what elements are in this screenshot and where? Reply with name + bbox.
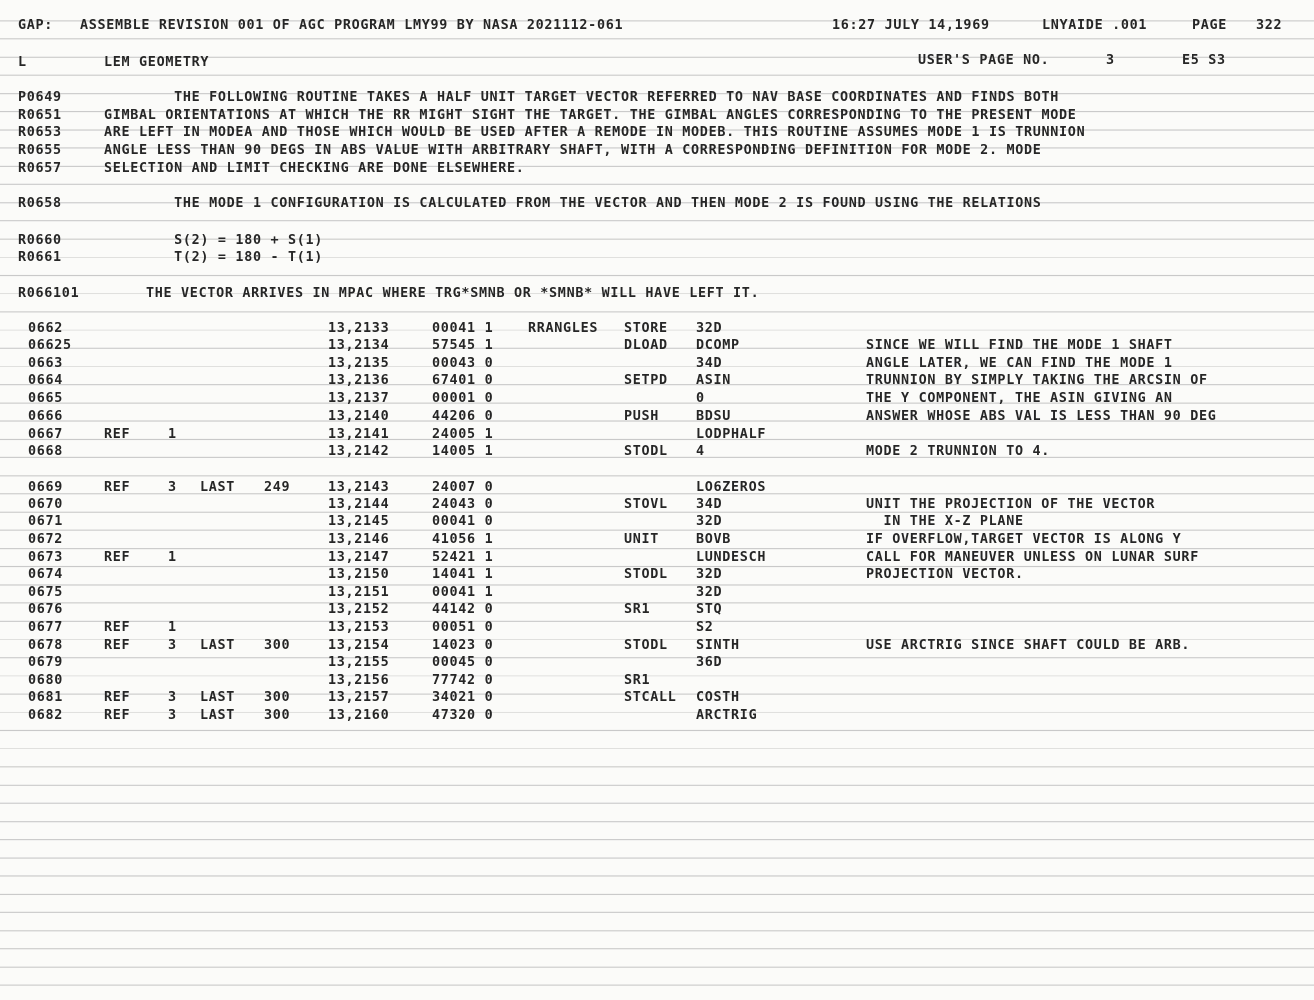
octal-word: 24005 1 xyxy=(432,427,494,442)
line-seq: 0668 xyxy=(28,444,64,459)
line-seq: 0674 xyxy=(28,567,64,582)
location: 13,2146 xyxy=(328,532,390,547)
line-seq: 0666 xyxy=(28,409,64,424)
line-seq: 0665 xyxy=(28,391,64,406)
users-page-number: 3 xyxy=(1106,53,1115,68)
remark-text: THE FOLLOWING ROUTINE TAKES A HALF UNIT TARGET VECTOR REFERRED TO NAV BASE COORDINATES AND FINDS BOTH xyxy=(104,90,1060,105)
line-seq: 0676 xyxy=(28,602,64,617)
line-seq: 0663 xyxy=(28,356,64,371)
location: 13,2137 xyxy=(328,391,390,406)
operand: 36D xyxy=(696,655,723,670)
opcode: SETPD xyxy=(624,373,668,388)
line-seq: 0670 xyxy=(28,497,64,512)
octal-word: 14005 1 xyxy=(432,444,494,459)
line-seq: 0675 xyxy=(28,585,64,600)
location: 13,2140 xyxy=(328,409,390,424)
remark-seq: R066101 xyxy=(18,286,80,301)
location: 13,2154 xyxy=(328,638,390,653)
operand: BOVB xyxy=(696,532,732,547)
ref-count: 3 xyxy=(168,708,177,723)
line-seq: 0679 xyxy=(28,655,64,670)
line-seq: 0673 xyxy=(28,550,64,565)
ref-marker: REF xyxy=(104,620,131,635)
remark-seq: P0649 xyxy=(18,90,62,105)
location: 13,2157 xyxy=(328,690,390,705)
operand: S2 xyxy=(696,620,714,635)
assembly-title: ASSEMBLE REVISION 001 OF AGC PROGRAM LMY99 BY NASA 2021112-061 xyxy=(80,18,624,33)
octal-word: 14041 1 xyxy=(432,567,494,582)
last-page: 300 xyxy=(264,638,291,653)
ref-count: 3 xyxy=(168,480,177,495)
comment: MODE 2 TRUNNION TO 4. xyxy=(866,444,1050,459)
page-label: PAGE xyxy=(1192,18,1228,33)
ref-marker: REF xyxy=(104,638,131,653)
opcode: SR1 xyxy=(624,602,651,617)
last-marker: LAST xyxy=(200,638,236,653)
comment: CALL FOR MANEUVER UNLESS ON LUNAR SURF xyxy=(866,550,1199,565)
location: 13,2147 xyxy=(328,550,390,565)
octal-word: 24043 0 xyxy=(432,497,494,512)
last-page: 300 xyxy=(264,690,291,705)
octal-word: 24007 0 xyxy=(432,480,494,495)
remark-text: THE VECTOR ARRIVES IN MPAC WHERE TRG*SMNB OR *SMNB* WILL HAVE LEFT IT. xyxy=(146,286,760,301)
gap-label: GAP: xyxy=(18,18,54,33)
line-seq: 06625 xyxy=(28,338,72,353)
ref-count: 3 xyxy=(168,690,177,705)
octal-word: 00051 0 xyxy=(432,620,494,635)
timestamp: 16:27 JULY 14,1969 xyxy=(832,18,990,33)
opcode: SR1 xyxy=(624,673,651,688)
program-tag: LNYAIDE .001 xyxy=(1042,18,1148,33)
location: 13,2153 xyxy=(328,620,390,635)
location: 13,2141 xyxy=(328,427,390,442)
ref-marker: REF xyxy=(104,427,131,442)
operand: LO6ZEROS xyxy=(696,480,767,495)
line-seq: 0681 xyxy=(28,690,64,705)
remark-seq: R0657 xyxy=(18,161,62,176)
octal-word: 47320 0 xyxy=(432,708,494,723)
location: 13,2160 xyxy=(328,708,390,723)
opcode: STOVL xyxy=(624,497,668,512)
last-page: 249 xyxy=(264,480,291,495)
operand: 32D xyxy=(696,321,723,336)
comment: IN THE X-Z PLANE xyxy=(866,514,1024,529)
operand: 32D xyxy=(696,514,723,529)
last-marker: LAST xyxy=(200,480,236,495)
section-title: LEM GEOMETRY xyxy=(104,55,210,70)
location: 13,2133 xyxy=(328,321,390,336)
remark-text: GIMBAL ORIENTATIONS AT WHICH THE RR MIGHT SIGHT THE TARGET. THE GIMBAL ANGLES CORRESPONDING TO THE PRESENT MODE xyxy=(104,108,1077,123)
opcode: STODL xyxy=(624,638,668,653)
line-seq: 0678 xyxy=(28,638,64,653)
operand: 34D xyxy=(696,497,723,512)
remark-seq: R0653 xyxy=(18,125,62,140)
octal-word: 00041 0 xyxy=(432,514,494,529)
location: 13,2142 xyxy=(328,444,390,459)
octal-word: 00041 1 xyxy=(432,321,494,336)
octal-word: 77742 0 xyxy=(432,673,494,688)
octal-word: 41056 1 xyxy=(432,532,494,547)
comment: PROJECTION VECTOR. xyxy=(866,567,1024,582)
remark-text: ANGLE LESS THAN 90 DEGS IN ABS VALUE WITH ARBITRARY SHAFT, WITH A CORRESPONDING DEFINITION FOR MODE 2. MODE xyxy=(104,143,1042,158)
location: 13,2136 xyxy=(328,373,390,388)
location: 13,2152 xyxy=(328,602,390,617)
operand: LODPHALF xyxy=(696,427,767,442)
remark-seq: R0658 xyxy=(18,196,62,211)
location: 13,2150 xyxy=(328,567,390,582)
remark-seq: R0655 xyxy=(18,143,62,158)
comment: IF OVERFLOW,TARGET VECTOR IS ALONG Y xyxy=(866,532,1182,547)
line-seq: 0672 xyxy=(28,532,64,547)
opcode: STODL xyxy=(624,444,668,459)
comment: UNIT THE PROJECTION OF THE VECTOR xyxy=(866,497,1156,512)
comment: THE Y COMPONENT, THE ASIN GIVING AN xyxy=(866,391,1173,406)
remark-text: ARE LEFT IN MODEA AND THOSE WHICH WOULD BE USED AFTER A REMODE IN MODEB. THIS ROUTINE ASSUMES MODE 1 IS TRUNNION xyxy=(104,125,1086,140)
octal-word: 14023 0 xyxy=(432,638,494,653)
operand: LUNDESCH xyxy=(696,550,767,565)
users-page-label: USER'S PAGE NO. xyxy=(918,53,1050,68)
location: 13,2155 xyxy=(328,655,390,670)
opcode: STCALL xyxy=(624,690,677,705)
ref-count: 1 xyxy=(168,550,177,565)
symbol-label: RRANGLES xyxy=(528,321,599,336)
remark-seq: R0651 xyxy=(18,108,62,123)
ref-marker: REF xyxy=(104,690,131,705)
comment: TRUNNION BY SIMPLY TAKING THE ARCSIN OF xyxy=(866,373,1208,388)
location: 13,2145 xyxy=(328,514,390,529)
location: 13,2156 xyxy=(328,673,390,688)
operand: DCOMP xyxy=(696,338,740,353)
line-seq: 0669 xyxy=(28,480,64,495)
remark-seq: R0661 xyxy=(18,250,62,265)
line-seq: 0682 xyxy=(28,708,64,723)
section-code: E5 S3 xyxy=(1182,53,1226,68)
octal-word: 00001 0 xyxy=(432,391,494,406)
location: 13,2135 xyxy=(328,356,390,371)
octal-word: 44142 0 xyxy=(432,602,494,617)
operand: 4 xyxy=(696,444,705,459)
opcode: DLOAD xyxy=(624,338,668,353)
operand: COSTH xyxy=(696,690,740,705)
operand: BDSU xyxy=(696,409,732,424)
section-marker: L xyxy=(18,55,27,70)
operand: SINTH xyxy=(696,638,740,653)
line-seq: 0677 xyxy=(28,620,64,635)
operand: 32D xyxy=(696,567,723,582)
remark-text: SELECTION AND LIMIT CHECKING ARE DONE ELSEWHERE. xyxy=(104,161,525,176)
octal-word: 34021 0 xyxy=(432,690,494,705)
ref-marker: REF xyxy=(104,550,131,565)
location: 13,2144 xyxy=(328,497,390,512)
comment: ANGLE LATER, WE CAN FIND THE MODE 1 xyxy=(866,356,1173,371)
opcode: STORE xyxy=(624,321,668,336)
octal-word: 57545 1 xyxy=(432,338,494,353)
remark-text: THE MODE 1 CONFIGURATION IS CALCULATED FROM THE VECTOR AND THEN MODE 2 IS FOUND USING THE RELATIONS xyxy=(104,196,1042,211)
operand: 0 xyxy=(696,391,705,406)
ref-count: 1 xyxy=(168,427,177,442)
last-page: 300 xyxy=(264,708,291,723)
line-seq: 0662 xyxy=(28,321,64,336)
operand: 32D xyxy=(696,585,723,600)
opcode: PUSH xyxy=(624,409,660,424)
octal-word: 00045 0 xyxy=(432,655,494,670)
last-marker: LAST xyxy=(200,708,236,723)
location: 13,2143 xyxy=(328,480,390,495)
page-number: 322 xyxy=(1256,18,1283,33)
operand: ASIN xyxy=(696,373,732,388)
operand: STQ xyxy=(696,602,723,617)
ref-count: 3 xyxy=(168,638,177,653)
ref-marker: REF xyxy=(104,480,131,495)
comment: USE ARCTRIG SINCE SHAFT COULD BE ARB. xyxy=(866,638,1191,653)
line-seq: 0680 xyxy=(28,673,64,688)
opcode: STODL xyxy=(624,567,668,582)
line-seq: 0671 xyxy=(28,514,64,529)
octal-word: 00043 0 xyxy=(432,356,494,371)
octal-word: 44206 0 xyxy=(432,409,494,424)
last-marker: LAST xyxy=(200,690,236,705)
opcode: UNIT xyxy=(624,532,660,547)
remark-text: S(2) = 180 + S(1) xyxy=(104,233,324,248)
line-seq: 0664 xyxy=(28,373,64,388)
line-seq: 0667 xyxy=(28,427,64,442)
ref-count: 1 xyxy=(168,620,177,635)
octal-word: 52421 1 xyxy=(432,550,494,565)
ref-marker: REF xyxy=(104,708,131,723)
comment: ANSWER WHOSE ABS VAL IS LESS THAN 90 DEG xyxy=(866,409,1217,424)
operand: 34D xyxy=(696,356,723,371)
remark-text: T(2) = 180 - T(1) xyxy=(104,250,324,265)
operand: ARCTRIG xyxy=(696,708,758,723)
remark-seq: R0660 xyxy=(18,233,62,248)
location: 13,2134 xyxy=(328,338,390,353)
octal-word: 00041 1 xyxy=(432,585,494,600)
comment: SINCE WE WILL FIND THE MODE 1 SHAFT xyxy=(866,338,1173,353)
octal-word: 67401 0 xyxy=(432,373,494,388)
location: 13,2151 xyxy=(328,585,390,600)
